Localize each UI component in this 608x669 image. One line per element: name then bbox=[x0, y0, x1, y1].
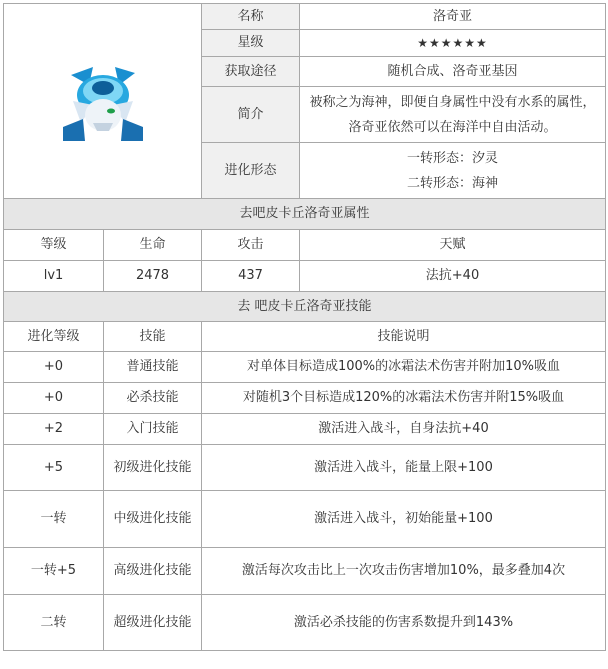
name-label: 名称 bbox=[202, 4, 300, 30]
evolution-stage-1: 一转形态：汐灵 bbox=[406, 150, 498, 166]
table-row bbox=[4, 595, 606, 651]
table-row bbox=[4, 445, 606, 491]
evolution-label: 进化形态 bbox=[202, 143, 300, 199]
table-row bbox=[4, 383, 606, 414]
table-row bbox=[4, 352, 606, 383]
skill-name: 中级进化技能 bbox=[104, 491, 202, 548]
attr-talent: 法抗+40 bbox=[300, 261, 606, 292]
skill-name: 入门技能 bbox=[104, 414, 202, 445]
skill-level: +2 bbox=[4, 414, 104, 445]
attr-attack: 437 bbox=[202, 261, 300, 292]
skill-name: 高级进化技能 bbox=[104, 548, 202, 595]
skill-name: 初级进化技能 bbox=[104, 445, 202, 491]
skill-desc: 激活每次攻击比上一次攻击伤害增加10%，最多叠加4次 bbox=[202, 548, 606, 595]
skill-name: 必杀技能 bbox=[104, 383, 202, 414]
attr-header-talent: 天赋 bbox=[300, 230, 606, 261]
skill-desc: 激活进入战斗，能量上限+100 bbox=[202, 445, 606, 491]
skill-level: +0 bbox=[4, 383, 104, 414]
skill-level: 一转 bbox=[4, 491, 104, 548]
skill-desc: 激活必杀技能的伤害系数提升到143% bbox=[202, 595, 606, 651]
skills-section-title: 去 吧皮卡丘洛奇亚技能 bbox=[4, 292, 606, 322]
source-label: 获取途径 bbox=[202, 57, 300, 87]
attr-header-hp: 生命 bbox=[104, 230, 202, 261]
evolution-stage-2: 二转形态：海神 bbox=[406, 175, 498, 191]
skill-name: 普通技能 bbox=[104, 352, 202, 383]
name-value: 洛奇亚 bbox=[300, 4, 606, 30]
skill-desc: 激活进入战斗，初始能量+100 bbox=[202, 491, 606, 548]
skill-level: +0 bbox=[4, 352, 104, 383]
attr-level: lv1 bbox=[4, 261, 104, 292]
skills-header-desc: 技能说明 bbox=[202, 322, 606, 352]
skill-level: 一转+5 bbox=[4, 548, 104, 595]
star-label: 星级 bbox=[202, 30, 300, 57]
lugia-portrait-icon bbox=[63, 61, 143, 141]
skill-level: 二转 bbox=[4, 595, 104, 651]
attr-header-level: 等级 bbox=[4, 230, 104, 261]
attributes-section-title: 去吧皮卡丘洛奇亚属性 bbox=[4, 199, 606, 230]
evolution-value bbox=[300, 143, 606, 199]
intro-value: 被称之为海神，即便自身属性中没有水系的属性，洛奇亚依然可以在海洋中自由活动。 bbox=[300, 87, 606, 143]
skill-level: +5 bbox=[4, 445, 104, 491]
table-row bbox=[4, 414, 606, 445]
pokemon-info-table bbox=[3, 3, 606, 651]
table-row bbox=[4, 491, 606, 548]
skills-header-skill: 技能 bbox=[104, 322, 202, 352]
avatar-cell bbox=[4, 4, 202, 199]
table-row bbox=[4, 548, 606, 595]
skills-header-level: 进化等级 bbox=[4, 322, 104, 352]
source-value: 随机合成、洛奇亚基因 bbox=[300, 57, 606, 87]
skill-desc: 对单体目标造成100%的冰霜法术伤害并附加10%吸血 bbox=[202, 352, 606, 383]
attr-header-attack: 攻击 bbox=[202, 230, 300, 261]
skill-desc: 激活进入战斗，自身法抗+40 bbox=[202, 414, 606, 445]
intro-label: 简介 bbox=[202, 87, 300, 143]
star-rating: ★★★★★★ bbox=[300, 30, 606, 57]
skill-name: 超级进化技能 bbox=[104, 595, 202, 651]
skill-desc: 对随机3个目标造成120%的冰霜法术伤害并附15%吸血 bbox=[202, 383, 606, 414]
attr-hp: 2478 bbox=[104, 261, 202, 292]
